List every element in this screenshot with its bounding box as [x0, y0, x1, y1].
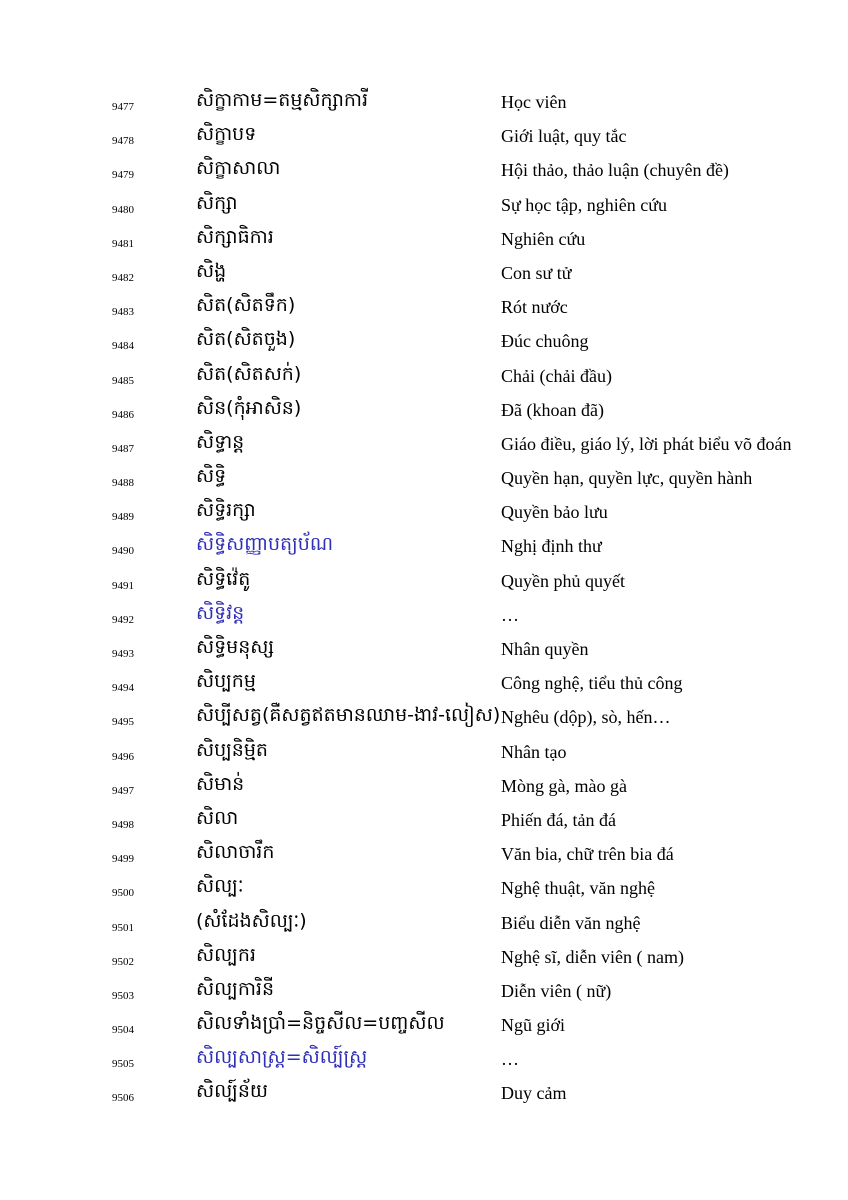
- khmer-term: សិលាចារឹក: [196, 841, 275, 864]
- khmer-term: (សំដែងសិល្បៈ): [196, 909, 307, 932]
- entry-number: 9492: [112, 613, 134, 626]
- entry-number: 9506: [112, 1092, 134, 1105]
- entry-number: 9480: [112, 203, 134, 216]
- dictionary-entry: [0, 1043, 848, 1077]
- vietnamese-translation: Giới luật, quy tắc: [501, 126, 627, 147]
- khmer-term: សិទ្ធិសញ្ញាបត្យប័ណ: [196, 533, 334, 556]
- dictionary-entry: [0, 701, 848, 735]
- dictionary-entry: [0, 1077, 848, 1111]
- vietnamese-translation: Nghệ sĩ, diễn viên ( nam): [501, 946, 684, 967]
- vietnamese-translation: Sự học tập, nghiên cứu: [501, 194, 667, 215]
- vietnamese-translation: Rót nước: [501, 297, 568, 318]
- vietnamese-translation: Quyền phủ quyết: [501, 570, 625, 591]
- khmer-term: សិង្ហ: [196, 259, 227, 282]
- vietnamese-translation: …: [501, 1049, 519, 1070]
- dictionary-entry: [0, 941, 848, 975]
- entry-number: 9497: [112, 784, 134, 797]
- vietnamese-translation: Giáo điều, giáo lý, lời phát biểu võ đoán: [501, 433, 792, 454]
- vietnamese-translation: Nhân tạo: [501, 741, 567, 762]
- khmer-term: សិន(កុំអាសិន): [196, 396, 302, 419]
- vietnamese-translation: Ngũ giới: [501, 1015, 566, 1036]
- entry-number: 9485: [112, 374, 134, 387]
- khmer-term: សិទ្ធាន្ត: [196, 430, 245, 453]
- entry-number: 9491: [112, 579, 134, 592]
- dictionary-entry: [0, 736, 848, 770]
- khmer-term: សិលទាំងប្រាំ=និច្ចសីល=បញ្ចសីល: [196, 1012, 445, 1035]
- entry-number: 9502: [112, 955, 134, 968]
- khmer-term: សិល្ប៍ន័យ: [196, 1080, 268, 1103]
- dictionary-entry: [0, 257, 848, 291]
- khmer-term: សិល្បៈ: [196, 875, 244, 898]
- dictionary-entry: [0, 599, 848, 633]
- dictionary-entry: [0, 325, 848, 359]
- entry-number: 9499: [112, 853, 134, 866]
- vietnamese-translation: Nghệ thuật, văn nghệ: [501, 878, 655, 899]
- dictionary-entry: [0, 291, 848, 325]
- entry-number: 9503: [112, 989, 134, 1002]
- khmer-term: សិទ្ធិវ៉េតូ: [196, 567, 251, 590]
- khmer-term: សិលា: [196, 806, 239, 829]
- dictionary-entry: [0, 907, 848, 941]
- vietnamese-translation: …: [501, 604, 519, 625]
- dictionary-entry: [0, 462, 848, 496]
- entry-number: 9498: [112, 818, 134, 831]
- vietnamese-translation: Nhân quyền: [501, 639, 589, 659]
- entry-number: 9484: [112, 340, 134, 353]
- entry-number: 9477: [112, 101, 134, 113]
- khmer-term: សិទ្ធិ: [196, 465, 227, 488]
- khmer-term: សិក្ខាបទ: [196, 123, 257, 146]
- vietnamese-translation: Nghiên cứu: [501, 228, 586, 249]
- vietnamese-translation: Công nghệ, tiểu thủ công: [501, 673, 683, 694]
- entry-number: 9478: [112, 135, 134, 148]
- khmer-term: សិក្ខាកាម=តម្មសិក្សាការី: [196, 89, 369, 111]
- entry-number: 9501: [112, 921, 134, 934]
- khmer-term: សិត(សិតចួង): [196, 328, 296, 351]
- khmer-term: សិល្បករ: [196, 943, 256, 966]
- entry-number: 9505: [112, 1058, 134, 1071]
- khmer-term: សិទ្ធិមនុស្ស: [196, 636, 275, 658]
- entry-number: 9500: [112, 887, 134, 900]
- entry-number: 9482: [112, 271, 134, 284]
- entry-number: 9487: [112, 442, 134, 455]
- entry-number: 9488: [112, 477, 134, 490]
- vietnamese-translation: Nghị định thư: [501, 536, 602, 557]
- khmer-term: សិប្បកម្ម: [196, 670, 256, 693]
- entry-number: 9493: [112, 648, 134, 660]
- dictionary-list: [0, 86, 848, 1112]
- dictionary-entry: [0, 804, 848, 838]
- dictionary-entry: [0, 360, 848, 394]
- vietnamese-translation: Đã (khoan đã): [501, 399, 604, 420]
- vietnamese-translation: Chải (chải đầu): [501, 365, 612, 386]
- entry-number: 9479: [112, 169, 134, 182]
- khmer-term: សិត(សិតសក់): [196, 362, 302, 385]
- dictionary-entry: [0, 667, 848, 701]
- khmer-term: សិទ្ធិរក្សា: [196, 499, 256, 522]
- khmer-term: សិក្សា: [196, 191, 238, 214]
- dictionary-entry: [0, 120, 848, 154]
- vietnamese-translation: Học viên: [501, 92, 567, 112]
- dictionary-entry: [0, 1009, 848, 1043]
- vietnamese-translation: Hội thảo, thảo luận (chuyên đề): [501, 160, 729, 181]
- khmer-term: សិប្បនិម្មិត: [196, 738, 268, 761]
- dictionary-entry: [0, 394, 848, 428]
- vietnamese-translation: Nghêu (dộp), sò, hến…: [501, 707, 671, 728]
- dictionary-entry: [0, 838, 848, 872]
- khmer-term: សិល្បសាស្ត្រ=សិល្ប៍ស្ត្រ: [196, 1046, 368, 1069]
- vietnamese-translation: Mòng gà, mào gà: [501, 775, 627, 796]
- entry-number: 9490: [112, 545, 134, 558]
- vietnamese-translation: Văn bia, chữ trên bia đá: [501, 844, 674, 865]
- dictionary-entry: [0, 86, 848, 120]
- khmer-term: សិត(សិតទឹក): [196, 294, 296, 317]
- entry-number: 9504: [112, 1024, 134, 1037]
- dictionary-entry: [0, 189, 848, 223]
- vietnamese-translation: Quyền bảo lưu: [501, 502, 608, 523]
- vietnamese-translation: Diễn viên ( nữ): [501, 980, 612, 1001]
- entry-number: 9486: [112, 408, 134, 421]
- entry-number: 9481: [112, 237, 134, 250]
- vietnamese-translation: Quyền hạn, quyền lực, quyền hành: [501, 468, 753, 489]
- vietnamese-translation: Duy cảm: [501, 1083, 567, 1104]
- dictionary-entry: [0, 496, 848, 530]
- entry-number: 9494: [112, 682, 134, 695]
- khmer-term: សិល្បការិនី: [196, 977, 275, 1000]
- vietnamese-translation: Phiến đá, tản đá: [501, 809, 616, 830]
- vietnamese-translation: Biểu diễn văn nghệ: [501, 912, 641, 933]
- dictionary-entry: [0, 770, 848, 804]
- vietnamese-translation: Đúc chuông: [501, 331, 589, 352]
- entry-number: 9489: [112, 511, 134, 524]
- khmer-term: សិមាន់: [196, 772, 245, 795]
- dictionary-entry: [0, 223, 848, 257]
- dictionary-entry: [0, 428, 848, 462]
- dictionary-entry: [0, 633, 848, 667]
- dictionary-entry: [0, 154, 848, 188]
- dictionary-entry: [0, 565, 848, 599]
- khmer-term: សិក្ខាសាលា: [196, 157, 281, 180]
- entry-number: 9496: [112, 750, 134, 763]
- entry-number: 9495: [112, 716, 134, 729]
- dictionary-entry: [0, 872, 848, 906]
- khmer-term: សិប្បីសត្វ(គឺសត្វឥតមានឈាម-ងាវ-លៀស): [196, 704, 501, 727]
- khmer-term: សិទ្ធិវន្ត: [196, 601, 245, 624]
- vietnamese-translation: Con sư tử: [501, 262, 572, 283]
- khmer-term: សិក្សាធិការ: [196, 225, 274, 248]
- entry-number: 9483: [112, 306, 134, 319]
- dictionary-entry: [0, 530, 848, 564]
- dictionary-entry: [0, 975, 848, 1009]
